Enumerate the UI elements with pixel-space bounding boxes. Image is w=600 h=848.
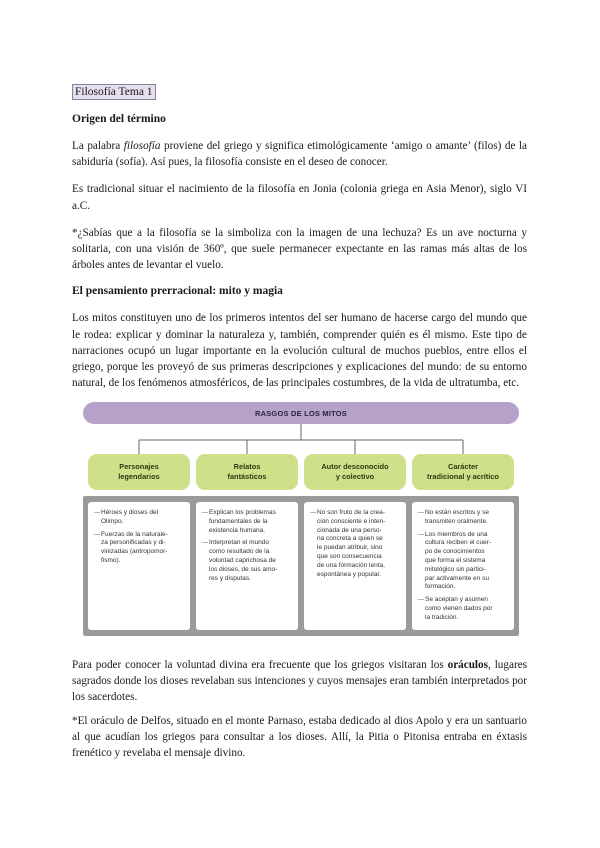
category-title-line: legendarios bbox=[118, 472, 160, 481]
card-line: voluntad caprichosa de bbox=[209, 556, 276, 564]
card-line: fismo). bbox=[101, 556, 121, 564]
card-line: — Héroes y dioses del bbox=[101, 509, 159, 516]
card-line: los dioses, de sus amo- bbox=[209, 565, 278, 573]
card-line: que son consecuencia bbox=[317, 552, 382, 560]
card-line: vinizadas (antropomor- bbox=[101, 548, 168, 556]
category-relatos bbox=[196, 454, 298, 490]
card-item bbox=[94, 509, 184, 527]
paragraph-delfos: *El oráculo de Delfos, situado en el monte Parnaso, estaba dedicado al dios Apolo y era un santuario al que acudían los griegos para consultar a los dioses. Allí, la Pitia o Pitonisa entraba en éxtasis frenético y revelaba el mensaje divino. bbox=[72, 715, 527, 760]
card-item bbox=[418, 596, 508, 622]
category-title-line: tradicional y acrítico bbox=[427, 472, 499, 481]
card-line: como resultado de la bbox=[209, 548, 270, 556]
paragraph-etimologia-start: La palabra bbox=[72, 140, 124, 152]
card-line: — Fuerzas de la naturale- bbox=[101, 530, 168, 538]
card-line: — No están escritos y se bbox=[425, 509, 489, 516]
card-line: la tradición. bbox=[425, 613, 459, 621]
paragraph-oraculos-end: , lugares sagrados donde los dioses revelaban sus intenciones y cuyos mensajes eran también interpretados por los sacerdotes. bbox=[72, 659, 527, 704]
category-personajes bbox=[88, 454, 190, 490]
card-item bbox=[418, 531, 508, 593]
card-line: par activamente en su bbox=[425, 574, 489, 582]
card-item bbox=[202, 509, 292, 535]
card-line: de una formación lenta, bbox=[317, 561, 385, 569]
section-title-origen: Origen del término bbox=[72, 113, 166, 125]
card-personajes bbox=[88, 502, 190, 630]
paragraph-jonia: Es tradicional situar el nacimiento de la filosofía en Jonia (colonia griega en Asia Menor), siglo VI a.C. bbox=[72, 183, 527, 212]
category-title-line: Autor desconocido bbox=[321, 462, 389, 471]
category-autor bbox=[304, 454, 406, 490]
card-item bbox=[94, 531, 184, 566]
card-line: za personificadas y di- bbox=[101, 539, 166, 547]
card-caracter bbox=[412, 502, 514, 630]
category-caracter bbox=[412, 454, 514, 490]
term-oraculos: oráculos bbox=[447, 659, 488, 671]
paragraph-mitos: Los mitos constituyen uno de los primeros intentos del ser humano de hacerse cargo del mundo que le rodea: explicar y dominar la naturaleza y, también, comprender quién es él mismo. Este tipo de narraciones ocupó un lugar importante en la evolución cultural de muchos pueblos, entre ellos el griego, porque les proveyó de sus primeras descripciones y explicaciones del mundo: de su entorno natural, de los fenómenos atmosféricos, de las principales costumbres, de la vida de ultratumba, etc. bbox=[72, 312, 527, 390]
category-title-line: fantásticos bbox=[227, 472, 267, 481]
card-line: fundamentales de la bbox=[209, 517, 268, 525]
card-line: que forma el sistema bbox=[425, 556, 486, 564]
card-relatos bbox=[196, 502, 298, 630]
card-line: — No son fruto de la crea- bbox=[317, 509, 385, 516]
card-item bbox=[418, 509, 508, 527]
rasgos-mitos-diagram bbox=[83, 402, 519, 636]
card-line: como vienen dados por bbox=[425, 604, 493, 612]
category-title-line: Carácter bbox=[447, 462, 478, 471]
category-title-line: y colectivo bbox=[335, 472, 375, 481]
category-title-line: Relatos bbox=[233, 462, 261, 471]
category-title-line: Personajes bbox=[119, 462, 159, 471]
card-line: cultura reciben el cuer- bbox=[425, 539, 492, 547]
document-header-label: Filosofía Tema 1 bbox=[72, 84, 156, 100]
card-line: ción consciente e inten- bbox=[317, 517, 386, 525]
paragraph-etimologia bbox=[72, 138, 527, 170]
paragraph-lechuza: *¿Sabías que a la filosofía se la simboliza con la imagen de una lechuza? Es un ave nocturna y solitaria, con una visión de 360º, que suele permanecer expectante en las ramas más altas de los árboles antes de levantar el vuelo. bbox=[72, 226, 527, 272]
card-line: le puedan atribuir, sino bbox=[317, 544, 383, 552]
card-line: — Explican los problemas bbox=[209, 509, 276, 516]
card-line: transmiten oralmente. bbox=[425, 517, 488, 525]
card-item bbox=[202, 539, 292, 583]
document-body bbox=[72, 82, 527, 402]
card-line: — Los miembros de una bbox=[425, 530, 488, 538]
card-line: — Se aceptan y asumen bbox=[425, 596, 488, 604]
diagram-title-banner: RASGOS DE LOS MITOS bbox=[83, 402, 519, 424]
card-line: espontánea y popular. bbox=[317, 570, 381, 578]
paragraph-etimologia-end: proviene del griego y significa etimológicamente ‘amigo o amante’ (filos) de la sabiduría (sofía). Así pues, la filosofía consiste en el deseo de conocer. bbox=[72, 140, 528, 169]
section-title-mito-magia: El pensamiento prerracional: mito y magia bbox=[72, 285, 283, 298]
card-autor bbox=[304, 502, 406, 630]
card-line: existencia humana. bbox=[209, 526, 266, 534]
card-item bbox=[310, 509, 400, 579]
card-line: mitológico sin partici- bbox=[425, 565, 486, 573]
card-line: Olimpo. bbox=[101, 517, 124, 525]
paragraph-oraculos bbox=[72, 657, 527, 706]
card-line: formación. bbox=[425, 583, 456, 591]
term-filosofia: filosofía bbox=[123, 140, 161, 152]
card-line: cionada de una perso- bbox=[317, 526, 382, 534]
card-line: po de conocimientos bbox=[425, 548, 485, 556]
card-line: res y disputas. bbox=[209, 574, 251, 582]
card-line: na concreta a quien se bbox=[317, 535, 383, 543]
paragraph-oraculos-start: Para poder conocer la voluntad divina era frecuente que los griegos visitaran los bbox=[72, 659, 448, 671]
card-line: — Interpretan el mundo bbox=[209, 539, 269, 547]
